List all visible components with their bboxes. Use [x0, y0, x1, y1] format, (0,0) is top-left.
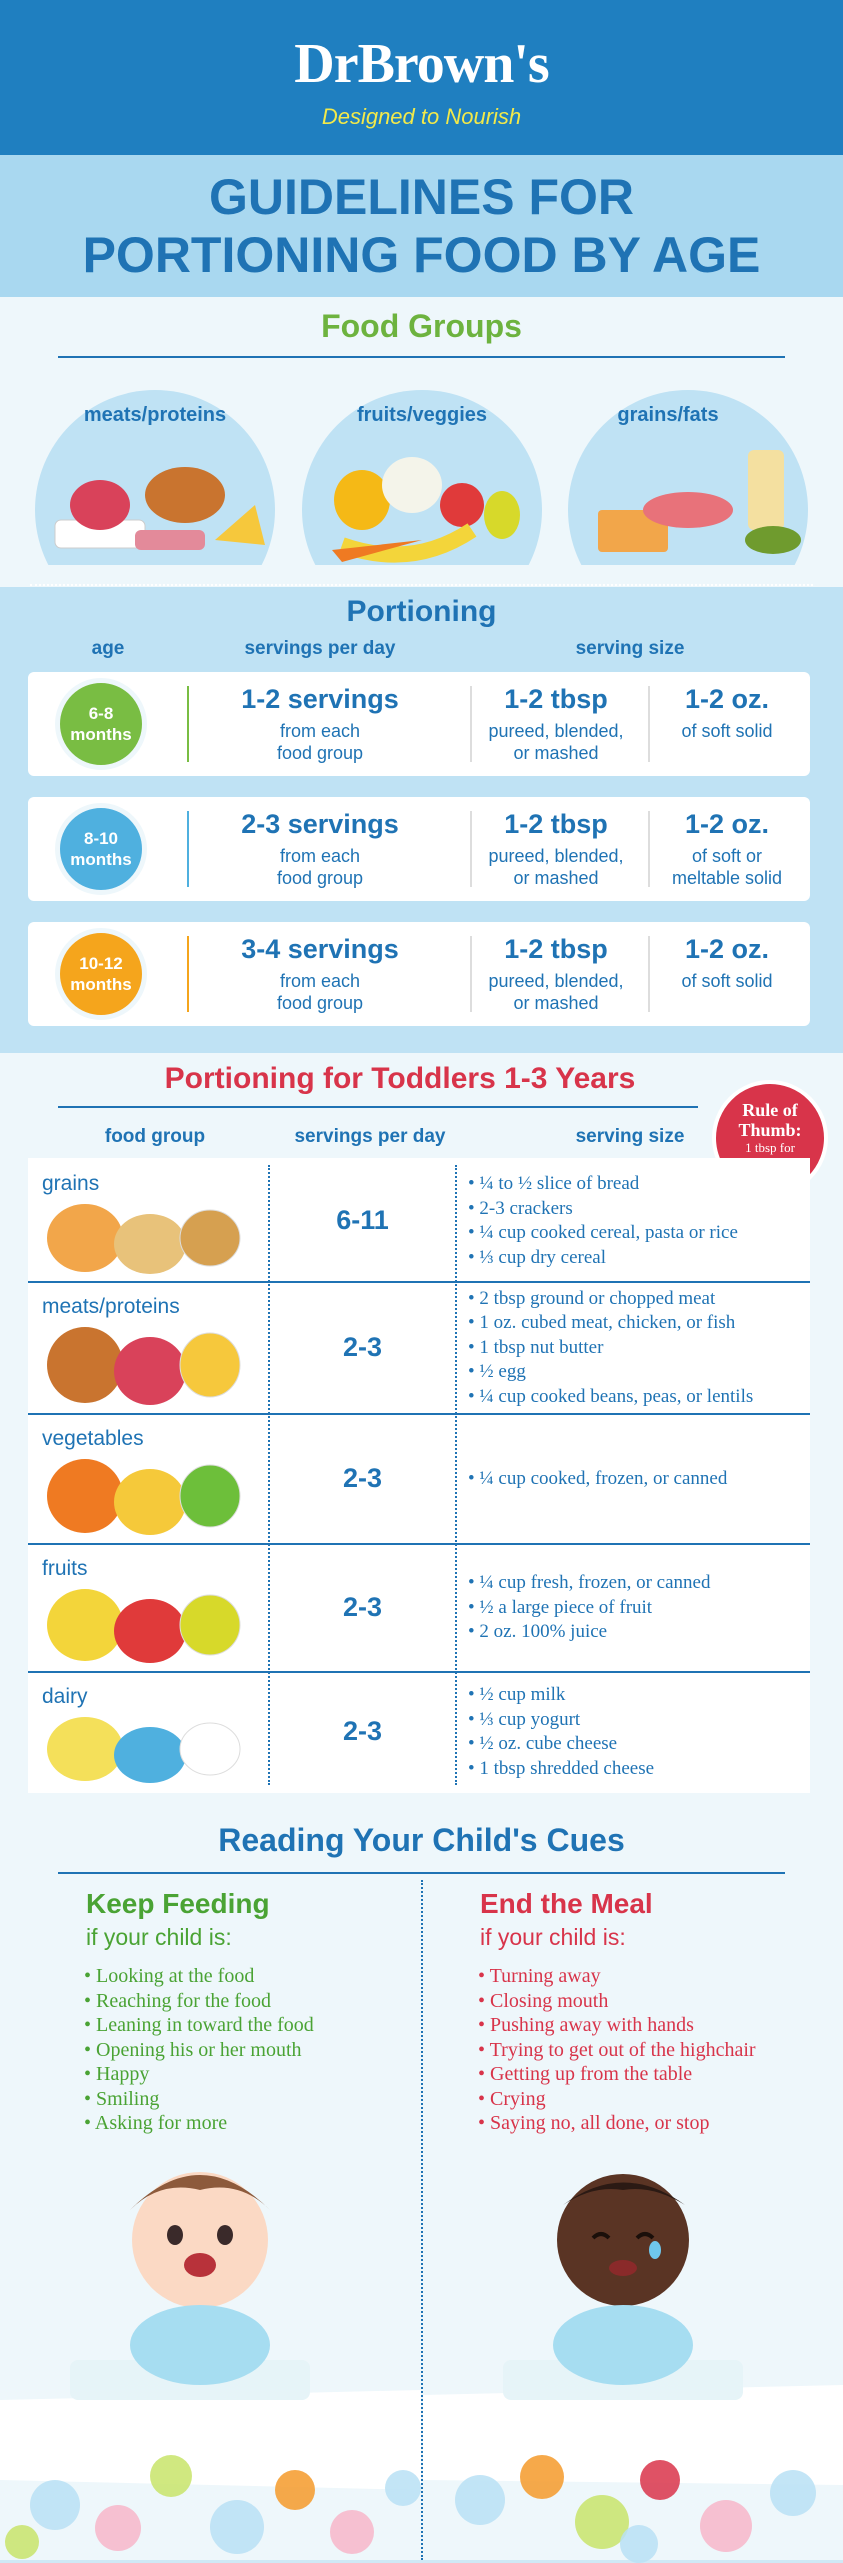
food-group-name: vegetables — [42, 1427, 144, 1450]
servings-note: from each food group — [276, 971, 364, 1013]
brand-tagline: Designed to Nourish — [321, 104, 522, 129]
size-tbsp: 1-2 tbsp — [504, 934, 608, 964]
toddler-servings: 2-3 — [342, 1463, 383, 1493]
size-tbsp: 1-2 tbsp — [504, 809, 608, 839]
end-meal-item: • Getting up from the table — [478, 2062, 756, 2087]
row-divider — [648, 686, 650, 762]
toddlers-heading: Portioning for Toddlers 1-3 Years — [164, 1062, 636, 1095]
servings-note: from each food group — [276, 846, 364, 888]
end-meal-sub: if your child is: — [480, 1924, 626, 1950]
serving-size-item: • ½ egg — [468, 1360, 753, 1385]
toddler-col-group: food group — [104, 1126, 206, 1147]
bubble — [700, 2500, 752, 2552]
bubble — [640, 2460, 680, 2500]
end-meal-item: • Saying no, all done, or stop — [478, 2111, 756, 2136]
toddler-servings: 2-3 — [342, 1332, 383, 1362]
row-divider — [470, 686, 472, 762]
bubble — [385, 2470, 421, 2506]
serving-size-item: • ¼ to ½ slice of bread — [468, 1172, 738, 1197]
toddler-col-servings: servings per day — [294, 1126, 446, 1147]
brand-logo: DrBrown's — [294, 33, 549, 95]
food-illustration — [40, 1585, 250, 1665]
cues-rule — [58, 1872, 785, 1874]
size-oz: 1-2 oz. — [684, 809, 770, 839]
keep-feeding-item: • Looking at the food — [84, 1964, 314, 1989]
size-oz-note: of soft solid — [681, 721, 773, 741]
serving-size-item: • 2 oz. 100% juice — [468, 1620, 710, 1645]
serving-size-item: • ½ oz. cube cheese — [468, 1732, 654, 1757]
toddler-col-divider — [455, 1165, 457, 1785]
size-oz: 1-2 oz. — [684, 684, 770, 714]
keep-feeding-sub: if your child is: — [86, 1924, 232, 1950]
bubble — [210, 2500, 264, 2554]
food-illustration — [40, 1200, 250, 1276]
food-group-fruits — [302, 390, 542, 565]
serving-size-item: • ¼ cup cooked, frozen, or canned — [468, 1467, 727, 1492]
col-header-size: serving size — [575, 638, 685, 659]
end-meal-item: • Pushing away with hands — [478, 2013, 756, 2038]
bubble — [770, 2470, 816, 2516]
serving-size-item: • 2 tbsp ground or chopped meat — [468, 1287, 753, 1312]
servings-note: from each food group — [276, 721, 364, 763]
size-tbsp-note: pureed, blended, or mashed — [488, 846, 624, 888]
bubble — [275, 2470, 315, 2510]
food-group-label: meats/proteins — [83, 404, 227, 426]
toddler-servings: 2-3 — [342, 1592, 383, 1622]
serving-size-list — [468, 1467, 727, 1492]
portioning-heading: Portioning — [346, 595, 497, 628]
row-separator — [28, 1281, 810, 1283]
food-group-label: fruits/veggies — [356, 404, 488, 426]
serving-size-item: • ½ a large piece of fruit — [468, 1596, 710, 1621]
bubble — [620, 2525, 658, 2563]
serving-size-item: • 1 tbsp nut butter — [468, 1336, 753, 1361]
serving-size-item: • 1 oz. cubed meat, chicken, or fish — [468, 1311, 753, 1336]
serving-size-item: • ½ cup milk — [468, 1683, 654, 1708]
meat-illustration — [35, 450, 275, 565]
keep-feeding-item: • Asking for more — [84, 2111, 314, 2136]
size-tbsp-note: pureed, blended, or mashed — [488, 721, 624, 763]
row-divider — [648, 811, 650, 887]
food-group-grains — [568, 390, 808, 565]
food-groups-heading: Food Groups — [321, 308, 522, 344]
rule-of-thumb-badge: Rule of Thumb: 1 tbsp for — [712, 1080, 828, 1196]
bubble — [95, 2505, 141, 2551]
row-divider — [187, 686, 189, 762]
food-group-meats — [35, 390, 275, 565]
toddler-servings: 2-3 — [342, 1716, 383, 1746]
row-separator — [28, 1671, 810, 1673]
bubble — [330, 2510, 374, 2554]
keep-feeding-item: • Smiling — [84, 2087, 314, 2112]
food-illustration — [40, 1455, 250, 1537]
bubble — [520, 2455, 564, 2499]
food-group-name: dairy — [42, 1685, 88, 1708]
serving-size-item: • ⅓ cup yogurt — [468, 1708, 654, 1733]
size-oz-note: of soft solid — [681, 971, 773, 991]
food-group-label: grains/fats — [617, 404, 719, 426]
servings-value: 3-4 servings — [241, 934, 399, 964]
bubble — [150, 2455, 192, 2497]
keep-feeding-list — [84, 1964, 314, 2136]
col-header-age: age — [91, 638, 125, 659]
keep-feeding-item: • Reaching for the food — [84, 1989, 314, 2014]
end-meal-item: • Trying to get out of the highchair — [478, 2038, 756, 2063]
bubble — [30, 2480, 80, 2530]
food-group-name: grains — [42, 1172, 100, 1195]
end-meal-item: • Closing mouth — [478, 1989, 756, 2014]
food-illustration — [40, 1323, 250, 1407]
serving-size-item: • 2-3 crackers — [468, 1197, 738, 1222]
food-group-name: fruits — [42, 1557, 88, 1580]
row-divider — [470, 936, 472, 1012]
toddler-col-size: serving size — [575, 1126, 685, 1147]
keep-feeding-item: • Opening his or her mouth — [84, 2038, 314, 2063]
toddlers-rule — [58, 1106, 698, 1108]
grain-illustration — [568, 450, 808, 565]
fruit-illustration — [302, 450, 542, 565]
end-meal-list — [478, 1964, 756, 2136]
page-title-line2: PORTIONING FOOD BY AGE — [82, 227, 761, 283]
servings-value: 2-3 servings — [241, 809, 399, 839]
row-separator — [28, 1543, 810, 1545]
size-tbsp-note: pureed, blended, or mashed — [488, 971, 624, 1013]
size-oz-note: of soft or meltable solid — [671, 846, 783, 888]
serving-size-item: • ⅓ cup dry cereal — [468, 1246, 738, 1271]
serving-size-item: • ¼ cup fresh, frozen, or canned — [468, 1571, 710, 1596]
end-meal-title: End the Meal — [480, 1888, 653, 1919]
age-badge: 6-8 months — [55, 678, 147, 770]
serving-size-list — [468, 1287, 753, 1410]
serving-size-list — [468, 1571, 710, 1645]
servings-value: 1-2 servings — [241, 684, 399, 714]
keep-feeding-title: Keep Feeding — [86, 1888, 270, 1919]
food-illustration — [40, 1713, 250, 1785]
size-oz: 1-2 oz. — [684, 934, 770, 964]
serving-size-item: • 1 tbsp shredded cheese — [468, 1757, 654, 1782]
size-tbsp: 1-2 tbsp — [504, 684, 608, 714]
bubble — [455, 2475, 505, 2525]
food-group-name: meats/proteins — [42, 1295, 180, 1318]
end-meal-item: • Crying — [478, 2087, 756, 2112]
toddler-servings: 6-11 — [336, 1205, 389, 1235]
row-separator — [28, 1413, 810, 1415]
food-groups-rule — [58, 356, 785, 358]
bubble — [5, 2525, 39, 2559]
row-divider — [187, 811, 189, 887]
row-divider — [648, 936, 650, 1012]
row-divider — [470, 811, 472, 887]
keep-feeding-item: • Leaning in toward the food — [84, 2013, 314, 2038]
age-badge: 8-10 months — [55, 803, 147, 895]
dotted-divider — [30, 584, 813, 586]
age-badge: 10-12 months — [55, 928, 147, 1020]
cues-heading: Reading Your Child's Cues — [218, 1822, 625, 1858]
serving-size-item: • ¼ cup cooked beans, peas, or lentils — [468, 1385, 753, 1410]
end-meal-item: • Turning away — [478, 1964, 756, 1989]
page-title-line1: GUIDELINES FOR — [208, 169, 635, 225]
serving-size-item: • ¼ cup cooked cereal, pasta or rice — [468, 1221, 738, 1246]
serving-size-list — [468, 1683, 654, 1781]
row-divider — [187, 936, 189, 1012]
serving-size-list — [468, 1172, 738, 1270]
col-header-servings: servings per day — [244, 638, 396, 659]
keep-feeding-item: • Happy — [84, 2062, 314, 2087]
